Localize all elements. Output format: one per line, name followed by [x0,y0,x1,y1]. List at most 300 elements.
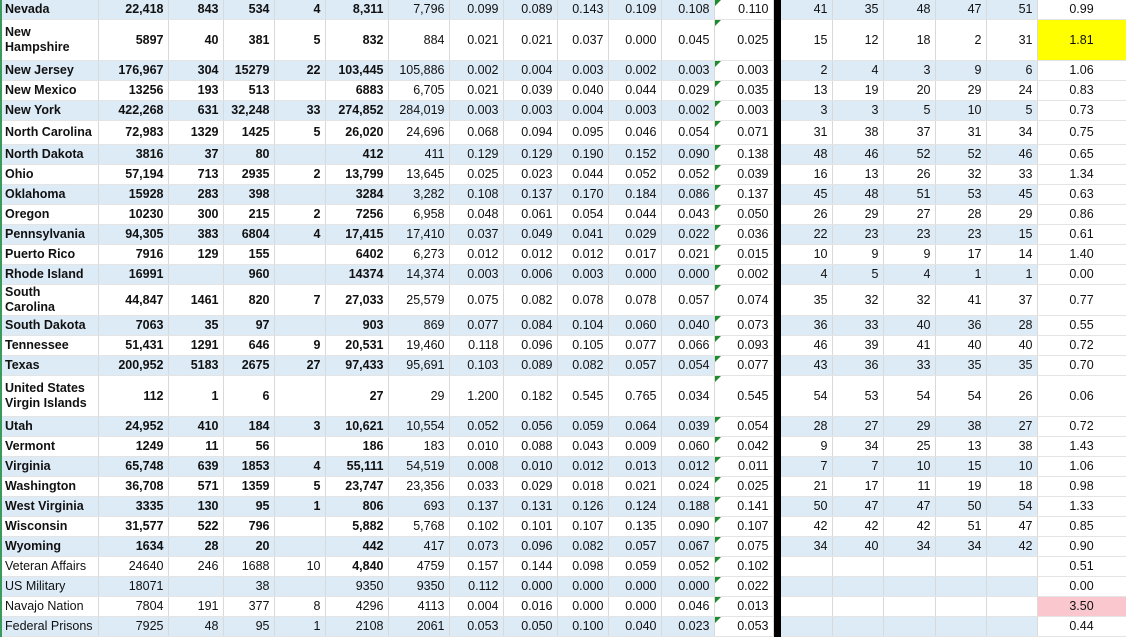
rate-cell[interactable]: 0.124 [608,497,661,517]
average-rate-cell[interactable]: 0.141 [714,497,773,517]
rate-cell[interactable]: 0.012 [661,457,714,477]
count-cell[interactable]: 20,531 [325,336,388,356]
row-name-cell[interactable]: New York [1,101,98,121]
average-rate-cell[interactable]: 0.025 [714,477,773,497]
rank-cell[interactable]: 36 [781,316,832,336]
ratio-cell[interactable]: 1.81 [1037,20,1126,61]
rank-cell[interactable]: 3 [832,101,883,121]
rate-cell[interactable]: 0.101 [503,517,557,537]
count-cell[interactable]: 35 [168,316,223,336]
count-cell[interactable]: 4 [274,0,325,20]
rank-cell[interactable]: 31 [781,121,832,145]
count-cell[interactable]: 13256 [98,81,168,101]
rate-cell[interactable]: 0.066 [661,336,714,356]
count-cell[interactable]: 9350 [388,577,449,597]
rate-cell[interactable]: 0.086 [661,185,714,205]
rank-cell[interactable]: 5 [832,265,883,285]
rank-cell[interactable]: 27 [832,417,883,437]
rank-cell[interactable]: 26 [781,205,832,225]
average-rate-cell[interactable]: 0.022 [714,577,773,597]
rate-cell[interactable]: 0.021 [449,81,503,101]
count-cell[interactable]: 6402 [325,245,388,265]
rate-cell[interactable]: 0.021 [449,20,503,61]
count-cell[interactable]: 54,519 [388,457,449,477]
rank-cell[interactable]: 17 [935,245,986,265]
rate-cell[interactable]: 0.545 [557,376,608,417]
rate-cell[interactable]: 0.096 [503,336,557,356]
ratio-cell[interactable]: 0.55 [1037,316,1126,336]
row-name-cell[interactable]: Oregon [1,205,98,225]
rank-cell[interactable]: 2 [935,20,986,61]
rank-cell[interactable]: 50 [935,497,986,517]
count-cell[interactable]: 4,840 [325,557,388,577]
rank-cell[interactable]: 33 [832,316,883,336]
rank-cell[interactable]: 15 [935,457,986,477]
count-cell[interactable]: 1249 [98,437,168,457]
rate-cell[interactable]: 0.057 [661,285,714,316]
count-cell[interactable] [274,245,325,265]
rate-cell[interactable]: 0.013 [608,457,661,477]
rate-cell[interactable]: 0.056 [503,417,557,437]
rate-cell[interactable]: 0.039 [661,417,714,437]
rank-cell[interactable] [986,617,1037,637]
count-cell[interactable]: 3335 [98,497,168,517]
count-cell[interactable]: 10 [274,557,325,577]
average-rate-cell[interactable]: 0.071 [714,121,773,145]
rate-cell[interactable]: 0.003 [557,61,608,81]
count-cell[interactable]: 215 [223,205,274,225]
rank-cell[interactable]: 4 [781,265,832,285]
count-cell[interactable]: 36,708 [98,477,168,497]
count-cell[interactable]: 571 [168,477,223,497]
rank-cell[interactable]: 13 [832,165,883,185]
count-cell[interactable]: 693 [388,497,449,517]
rank-cell[interactable]: 10 [935,101,986,121]
rate-cell[interactable]: 0.135 [608,517,661,537]
average-rate-cell[interactable]: 0.093 [714,336,773,356]
ratio-cell[interactable]: 0.06 [1037,376,1126,417]
rate-cell[interactable]: 0.044 [608,81,661,101]
rate-cell[interactable]: 1.200 [449,376,503,417]
count-cell[interactable]: 7 [274,285,325,316]
count-cell[interactable]: 27 [325,376,388,417]
rank-cell[interactable]: 34 [883,537,935,557]
rank-cell[interactable] [986,597,1037,617]
rate-cell[interactable]: 0.012 [557,457,608,477]
count-cell[interactable]: 32,248 [223,101,274,121]
rate-cell[interactable]: 0.006 [503,265,557,285]
count-cell[interactable]: 24640 [98,557,168,577]
rank-cell[interactable]: 28 [986,316,1037,336]
count-cell[interactable]: 200,952 [98,356,168,376]
row-name-cell[interactable]: Wyoming [1,537,98,557]
ratio-cell[interactable]: 0.63 [1037,185,1126,205]
count-cell[interactable]: 1329 [168,121,223,145]
rate-cell[interactable]: 0.129 [449,145,503,165]
count-cell[interactable]: 33 [274,101,325,121]
rate-cell[interactable]: 0.103 [449,356,503,376]
rate-cell[interactable]: 0.002 [449,61,503,81]
rate-cell[interactable]: 0.052 [449,417,503,437]
rate-cell[interactable]: 0.003 [608,101,661,121]
rate-cell[interactable]: 0.143 [557,0,608,20]
count-cell[interactable]: 417 [388,537,449,557]
row-name-cell[interactable]: Oklahoma [1,185,98,205]
ratio-cell[interactable]: 1.33 [1037,497,1126,517]
rate-cell[interactable]: 0.064 [608,417,661,437]
rank-cell[interactable]: 35 [781,285,832,316]
count-cell[interactable]: 7925 [98,617,168,637]
rank-cell[interactable] [935,577,986,597]
ratio-cell[interactable]: 0.65 [1037,145,1126,165]
count-cell[interactable]: 97,433 [325,356,388,376]
count-cell[interactable]: 377 [223,597,274,617]
rank-cell[interactable]: 31 [986,20,1037,61]
rank-cell[interactable]: 54 [883,376,935,417]
rate-cell[interactable]: 0.075 [449,285,503,316]
rank-cell[interactable]: 35 [935,356,986,376]
rank-cell[interactable]: 29 [883,417,935,437]
rank-cell[interactable]: 45 [781,185,832,205]
rank-cell[interactable]: 28 [781,417,832,437]
rate-cell[interactable]: 0.023 [661,617,714,637]
average-rate-cell[interactable]: 0.074 [714,285,773,316]
rate-cell[interactable]: 0.067 [661,537,714,557]
count-cell[interactable]: 20 [223,537,274,557]
row-name-cell[interactable]: Puerto Rico [1,245,98,265]
count-cell[interactable]: 2108 [325,617,388,637]
rate-cell[interactable]: 0.003 [449,265,503,285]
rate-cell[interactable]: 0.059 [608,557,661,577]
count-cell[interactable]: 51,431 [98,336,168,356]
rate-cell[interactable]: 0.052 [661,165,714,185]
rank-cell[interactable] [832,557,883,577]
count-cell[interactable]: 95,691 [388,356,449,376]
count-cell[interactable]: 55,111 [325,457,388,477]
rank-cell[interactable] [883,617,935,637]
rank-cell[interactable]: 28 [935,205,986,225]
rate-cell[interactable]: 0.010 [449,437,503,457]
count-cell[interactable]: 843 [168,0,223,20]
rate-cell[interactable]: 0.008 [449,457,503,477]
count-cell[interactable]: 129 [168,245,223,265]
rate-cell[interactable]: 0.044 [608,205,661,225]
ratio-cell[interactable]: 0.72 [1037,417,1126,437]
rank-cell[interactable]: 53 [832,376,883,417]
row-name-cell[interactable]: Texas [1,356,98,376]
rate-cell[interactable]: 0.182 [503,376,557,417]
rank-cell[interactable] [986,557,1037,577]
rate-cell[interactable]: 0.029 [608,225,661,245]
row-name-cell[interactable]: West Virginia [1,497,98,517]
count-cell[interactable]: 513 [223,81,274,101]
rate-cell[interactable]: 0.144 [503,557,557,577]
rate-cell[interactable]: 0.046 [661,597,714,617]
count-cell[interactable]: 6,273 [388,245,449,265]
rate-cell[interactable]: 0.037 [449,225,503,245]
rate-cell[interactable]: 0.000 [503,577,557,597]
count-cell[interactable]: 176,967 [98,61,168,81]
rank-cell[interactable]: 38 [935,417,986,437]
count-cell[interactable]: 193 [168,81,223,101]
rank-cell[interactable] [781,557,832,577]
rate-cell[interactable]: 0.048 [449,205,503,225]
rank-cell[interactable]: 41 [781,0,832,20]
count-cell[interactable]: 5 [274,121,325,145]
rank-cell[interactable]: 52 [935,145,986,165]
ratio-cell[interactable]: 0.85 [1037,517,1126,537]
count-cell[interactable]: 1 [274,617,325,637]
count-cell[interactable]: 6,705 [388,81,449,101]
rank-cell[interactable]: 53 [935,185,986,205]
rate-cell[interactable]: 0.090 [661,517,714,537]
count-cell[interactable]: 869 [388,316,449,336]
rank-cell[interactable]: 34 [781,537,832,557]
rank-cell[interactable]: 41 [883,336,935,356]
count-cell[interactable]: 15928 [98,185,168,205]
ratio-cell[interactable]: 1.40 [1037,245,1126,265]
rate-cell[interactable]: 0.129 [503,145,557,165]
count-cell[interactable]: 183 [388,437,449,457]
count-cell[interactable] [274,316,325,336]
average-rate-cell[interactable]: 0.073 [714,316,773,336]
rate-cell[interactable]: 0.094 [503,121,557,145]
rank-cell[interactable]: 40 [935,336,986,356]
rate-cell[interactable]: 0.023 [503,165,557,185]
count-cell[interactable]: 29 [388,376,449,417]
count-cell[interactable]: 155 [223,245,274,265]
rank-cell[interactable] [781,597,832,617]
count-cell[interactable]: 3816 [98,145,168,165]
rate-cell[interactable]: 0.126 [557,497,608,517]
count-cell[interactable]: 17,410 [388,225,449,245]
rank-cell[interactable]: 47 [832,497,883,517]
row-name-cell[interactable]: Federal Prisons [1,617,98,637]
rate-cell[interactable]: 0.170 [557,185,608,205]
count-cell[interactable]: 56 [223,437,274,457]
rank-cell[interactable]: 46 [832,145,883,165]
count-cell[interactable] [274,145,325,165]
count-cell[interactable]: 44,847 [98,285,168,316]
rank-cell[interactable]: 51 [883,185,935,205]
rate-cell[interactable]: 0.188 [661,497,714,517]
rate-cell[interactable]: 0.073 [449,537,503,557]
rate-cell[interactable]: 0.000 [608,597,661,617]
ratio-cell[interactable]: 0.75 [1037,121,1126,145]
rank-cell[interactable]: 33 [883,356,935,376]
rank-cell[interactable]: 19 [832,81,883,101]
rank-cell[interactable]: 1 [935,265,986,285]
rate-cell[interactable]: 0.077 [608,336,661,356]
ratio-cell[interactable]: 0.44 [1037,617,1126,637]
count-cell[interactable]: 383 [168,225,223,245]
rate-cell[interactable]: 0.002 [661,101,714,121]
count-cell[interactable]: 796 [223,517,274,537]
count-cell[interactable]: 10,621 [325,417,388,437]
count-cell[interactable]: 631 [168,101,223,121]
rate-cell[interactable]: 0.131 [503,497,557,517]
rate-cell[interactable]: 0.052 [608,165,661,185]
row-name-cell[interactable]: Wisconsin [1,517,98,537]
ratio-cell[interactable]: 0.61 [1037,225,1126,245]
count-cell[interactable]: 9350 [325,577,388,597]
rank-cell[interactable]: 24 [986,81,1037,101]
count-cell[interactable] [274,265,325,285]
rate-cell[interactable]: 0.018 [557,477,608,497]
average-rate-cell[interactable]: 0.137 [714,185,773,205]
rank-cell[interactable]: 42 [986,537,1037,557]
rank-cell[interactable]: 52 [883,145,935,165]
rate-cell[interactable]: 0.024 [661,477,714,497]
rank-cell[interactable]: 27 [986,417,1037,437]
count-cell[interactable]: 27 [274,356,325,376]
count-cell[interactable]: 184 [223,417,274,437]
rank-cell[interactable]: 25 [883,437,935,457]
rank-cell[interactable]: 17 [832,477,883,497]
rank-cell[interactable]: 40 [883,316,935,336]
rank-cell[interactable]: 48 [883,0,935,20]
rank-cell[interactable]: 36 [832,356,883,376]
rank-cell[interactable]: 11 [883,477,935,497]
rate-cell[interactable]: 0.021 [608,477,661,497]
count-cell[interactable]: 246 [168,557,223,577]
ratio-cell[interactable]: 0.98 [1037,477,1126,497]
rate-cell[interactable]: 0.118 [449,336,503,356]
row-name-cell[interactable]: North Dakota [1,145,98,165]
count-cell[interactable] [274,577,325,597]
rank-cell[interactable] [935,617,986,637]
rank-cell[interactable]: 48 [781,145,832,165]
count-cell[interactable]: 13,799 [325,165,388,185]
rate-cell[interactable]: 0.029 [503,477,557,497]
average-rate-cell[interactable]: 0.035 [714,81,773,101]
count-cell[interactable]: 48 [168,617,223,637]
row-name-cell[interactable]: Virginia [1,457,98,477]
rate-cell[interactable]: 0.078 [608,285,661,316]
average-rate-cell[interactable]: 0.003 [714,101,773,121]
count-cell[interactable]: 10,554 [388,417,449,437]
rank-cell[interactable]: 37 [986,285,1037,316]
rate-cell[interactable]: 0.102 [449,517,503,537]
rate-cell[interactable]: 0.108 [661,0,714,20]
rate-cell[interactable]: 0.107 [557,517,608,537]
count-cell[interactable]: 8 [274,597,325,617]
count-cell[interactable]: 7256 [325,205,388,225]
rank-cell[interactable]: 12 [832,20,883,61]
count-cell[interactable]: 103,445 [325,61,388,81]
rate-cell[interactable]: 0.060 [661,437,714,457]
count-cell[interactable]: 27,033 [325,285,388,316]
rank-cell[interactable] [832,617,883,637]
count-cell[interactable]: 4759 [388,557,449,577]
rate-cell[interactable]: 0.105 [557,336,608,356]
rank-cell[interactable] [986,577,1037,597]
count-cell[interactable]: 5 [274,20,325,61]
count-cell[interactable]: 398 [223,185,274,205]
count-cell[interactable]: 37 [168,145,223,165]
count-cell[interactable]: 1461 [168,285,223,316]
count-cell[interactable]: 9 [274,336,325,356]
count-cell[interactable]: 1634 [98,537,168,557]
average-rate-cell[interactable]: 0.102 [714,557,773,577]
rank-cell[interactable]: 32 [832,285,883,316]
count-cell[interactable]: 960 [223,265,274,285]
rank-cell[interactable]: 47 [986,517,1037,537]
count-cell[interactable]: 7,796 [388,0,449,20]
count-cell[interactable]: 38 [223,577,274,597]
count-cell[interactable]: 186 [325,437,388,457]
rate-cell[interactable]: 0.082 [557,356,608,376]
rate-cell[interactable]: 0.040 [608,617,661,637]
row-name-cell[interactable]: Nevada [1,0,98,20]
rank-cell[interactable]: 37 [883,121,935,145]
average-rate-cell[interactable]: 0.138 [714,145,773,165]
row-name-cell[interactable]: New Mexico [1,81,98,101]
count-cell[interactable]: 2 [274,165,325,185]
rank-cell[interactable]: 50 [781,497,832,517]
rate-cell[interactable]: 0.016 [503,597,557,617]
count-cell[interactable]: 72,983 [98,121,168,145]
row-name-cell[interactable]: US Military [1,577,98,597]
count-cell[interactable]: 903 [325,316,388,336]
rate-cell[interactable]: 0.082 [557,537,608,557]
count-cell[interactable]: 80 [223,145,274,165]
rate-cell[interactable]: 0.002 [608,61,661,81]
rate-cell[interactable]: 0.025 [449,165,503,185]
rank-cell[interactable]: 43 [781,356,832,376]
rate-cell[interactable]: 0.152 [608,145,661,165]
count-cell[interactable]: 112 [98,376,168,417]
rank-cell[interactable]: 54 [935,376,986,417]
rate-cell[interactable]: 0.003 [661,61,714,81]
rate-cell[interactable]: 0.040 [661,316,714,336]
rate-cell[interactable]: 0.109 [608,0,661,20]
count-cell[interactable]: 65,748 [98,457,168,477]
rank-cell[interactable]: 42 [832,517,883,537]
rate-cell[interactable]: 0.050 [503,617,557,637]
rank-cell[interactable]: 38 [986,437,1037,457]
rate-cell[interactable]: 0.010 [503,457,557,477]
row-name-cell[interactable]: Tennessee [1,336,98,356]
count-cell[interactable]: 13,645 [388,165,449,185]
row-name-cell[interactable]: Navajo Nation [1,597,98,617]
rate-cell[interactable]: 0.029 [661,81,714,101]
count-cell[interactable]: 16991 [98,265,168,285]
average-rate-cell[interactable]: 0.003 [714,61,773,81]
rank-cell[interactable]: 47 [935,0,986,20]
count-cell[interactable]: 5897 [98,20,168,61]
rank-cell[interactable]: 7 [832,457,883,477]
row-name-cell[interactable]: Pennsylvania [1,225,98,245]
ratio-cell[interactable]: 0.00 [1037,577,1126,597]
rank-cell[interactable] [781,577,832,597]
count-cell[interactable] [274,437,325,457]
rank-cell[interactable]: 35 [986,356,1037,376]
ratio-cell[interactable]: 0.73 [1037,101,1126,121]
rank-cell[interactable]: 34 [935,537,986,557]
ratio-cell[interactable]: 0.77 [1037,285,1126,316]
count-cell[interactable]: 522 [168,517,223,537]
row-name-cell[interactable]: South Dakota [1,316,98,336]
count-cell[interactable]: 14374 [325,265,388,285]
rate-cell[interactable]: 0.000 [661,577,714,597]
count-cell[interactable]: 17,415 [325,225,388,245]
rate-cell[interactable]: 0.089 [503,0,557,20]
row-name-cell[interactable]: Washington [1,477,98,497]
count-cell[interactable]: 14,374 [388,265,449,285]
rate-cell[interactable]: 0.000 [557,577,608,597]
average-rate-cell[interactable]: 0.042 [714,437,773,457]
